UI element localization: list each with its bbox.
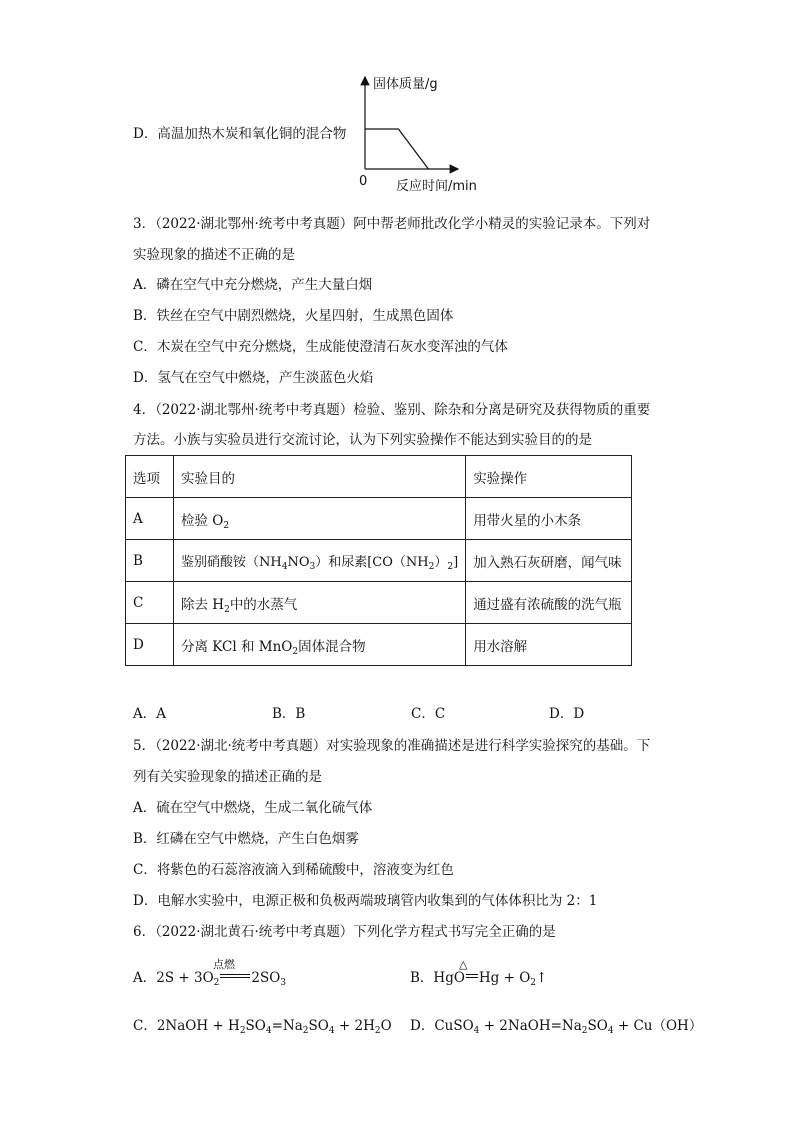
row-option: A: [126, 498, 174, 540]
table-header-row: [126, 456, 632, 498]
header-goal: 实验目的: [174, 456, 466, 498]
reaction-arrow: [220, 974, 250, 978]
mass-curve: [365, 129, 428, 169]
q3-option-d: D．氢气在空气中燃烧，产生淡蓝色火焰: [133, 370, 374, 386]
row-operation: 用带火星的小木条: [466, 498, 632, 540]
experiment-table: [125, 455, 632, 666]
q5-option-c: C．将紫色的石蕊溶液滴入到稀硫酸中，溶液变为红色: [133, 862, 454, 878]
mass-time-chart: [355, 74, 495, 194]
q3-option-a: A．磷在空气中充分燃烧，产生大量白烟: [133, 277, 373, 293]
row-operation: 用水溶解: [466, 624, 632, 666]
y-axis-label: 固体质量/g: [373, 77, 438, 92]
origin-label: 0: [359, 174, 368, 189]
q2-option-d: D．高温加热木炭和氧化铜的混合物: [133, 126, 347, 142]
row-goal: 除去 $H_2$中的水蒸气: [174, 582, 466, 624]
q3-option-c: C．木炭在空气中充分燃烧，生成能使澄清石灰水变浑浊的气体: [133, 339, 508, 355]
q5-stem: 5．（2022·湖北·统考中考真题）对实验现象的准确描述是进行科学实验探究的基础。下: [133, 738, 651, 754]
q3-option-b: B．铁丝在空气中剧烈燃烧，火星四射，生成黑色固体: [133, 308, 454, 324]
table-row: [126, 624, 632, 666]
q6-option-b: B．HgO $Hg + O_2↑$: [410, 970, 548, 988]
q3-stem: 3．（2022·湖北鄂州·统考中考真题）阿中帮老师批改化学小精灵的实验记录本。下列对: [133, 216, 651, 232]
reaction-arrow: [466, 974, 478, 978]
q4-stem: 4．（2022·湖北鄂州·统考中考真题）检验、鉴别、除杂和分离是研究及获得物质的重要: [133, 402, 651, 418]
q5-option-a: A．硫在空气中燃烧，生成二氧化硫气体: [133, 800, 373, 816]
row-operation: 通过盛有浓硫酸的洗气瓶: [466, 582, 632, 624]
q4-stem-cont: 方法。小族与实验员进行交流讨论，认为下列实验操作不能达到实验目的的是: [133, 432, 592, 448]
row-goal: 检验 $O_2$: [174, 498, 466, 540]
row-operation: 加入熟石灰研磨，闻气味: [466, 540, 632, 582]
q4-answer-d: D．D: [549, 706, 585, 722]
header-operation: 实验操作: [466, 456, 632, 498]
header-option: 选项: [126, 456, 174, 498]
row-goal: 分离 KCl 和 MnO$_2$固体混合物: [174, 624, 466, 666]
q6-option-d: D．CuSO$_4$ + $2NaOH=Na_2SO_4 + Cu(OH)$: [410, 1018, 703, 1036]
row-option: C: [126, 582, 174, 624]
table-row: [126, 498, 632, 540]
table-row: [126, 582, 632, 624]
row-option: D: [126, 624, 174, 666]
q4-answer-c: C．C: [411, 706, 446, 722]
q3-stem-cont: 实验现象的描述不正确的是: [133, 247, 295, 263]
q4-answer-a: A．A: [133, 706, 166, 722]
q6-a-condition: 点燃: [213, 958, 235, 971]
table-row: [126, 540, 632, 582]
q6-b-condition: △: [459, 958, 468, 971]
q6-option-c: C．2NaOH + $H_2SO_4=Na_2SO_4 + 2H_2O$: [133, 1018, 392, 1036]
x-axis-label: 反应时间/min: [396, 179, 477, 194]
q6-option-a: A．$2S + 3O_2$ $2SO_3$: [133, 970, 287, 988]
q5-stem-cont: 列有关实验现象的描述正确的是: [133, 769, 322, 785]
row-goal: 鉴别硝酸铵$(NH_4NO_3)$和尿素$[CO(NH_2)_2]$: [174, 540, 466, 582]
q6-stem: 6．（2022·湖北黄石·统考中考真题）下列化学方程式书写完全正确的是: [133, 924, 556, 940]
q5-option-d: D．电解水实验中，电源正极和负极两端玻璃管内收集到的气体体积比为 2：1: [133, 893, 598, 909]
row-option: B: [126, 540, 174, 582]
q5-option-b: B．红磷在空气中燃烧，产生白色烟雾: [133, 831, 359, 847]
q4-answer-b: B．B: [272, 706, 306, 722]
